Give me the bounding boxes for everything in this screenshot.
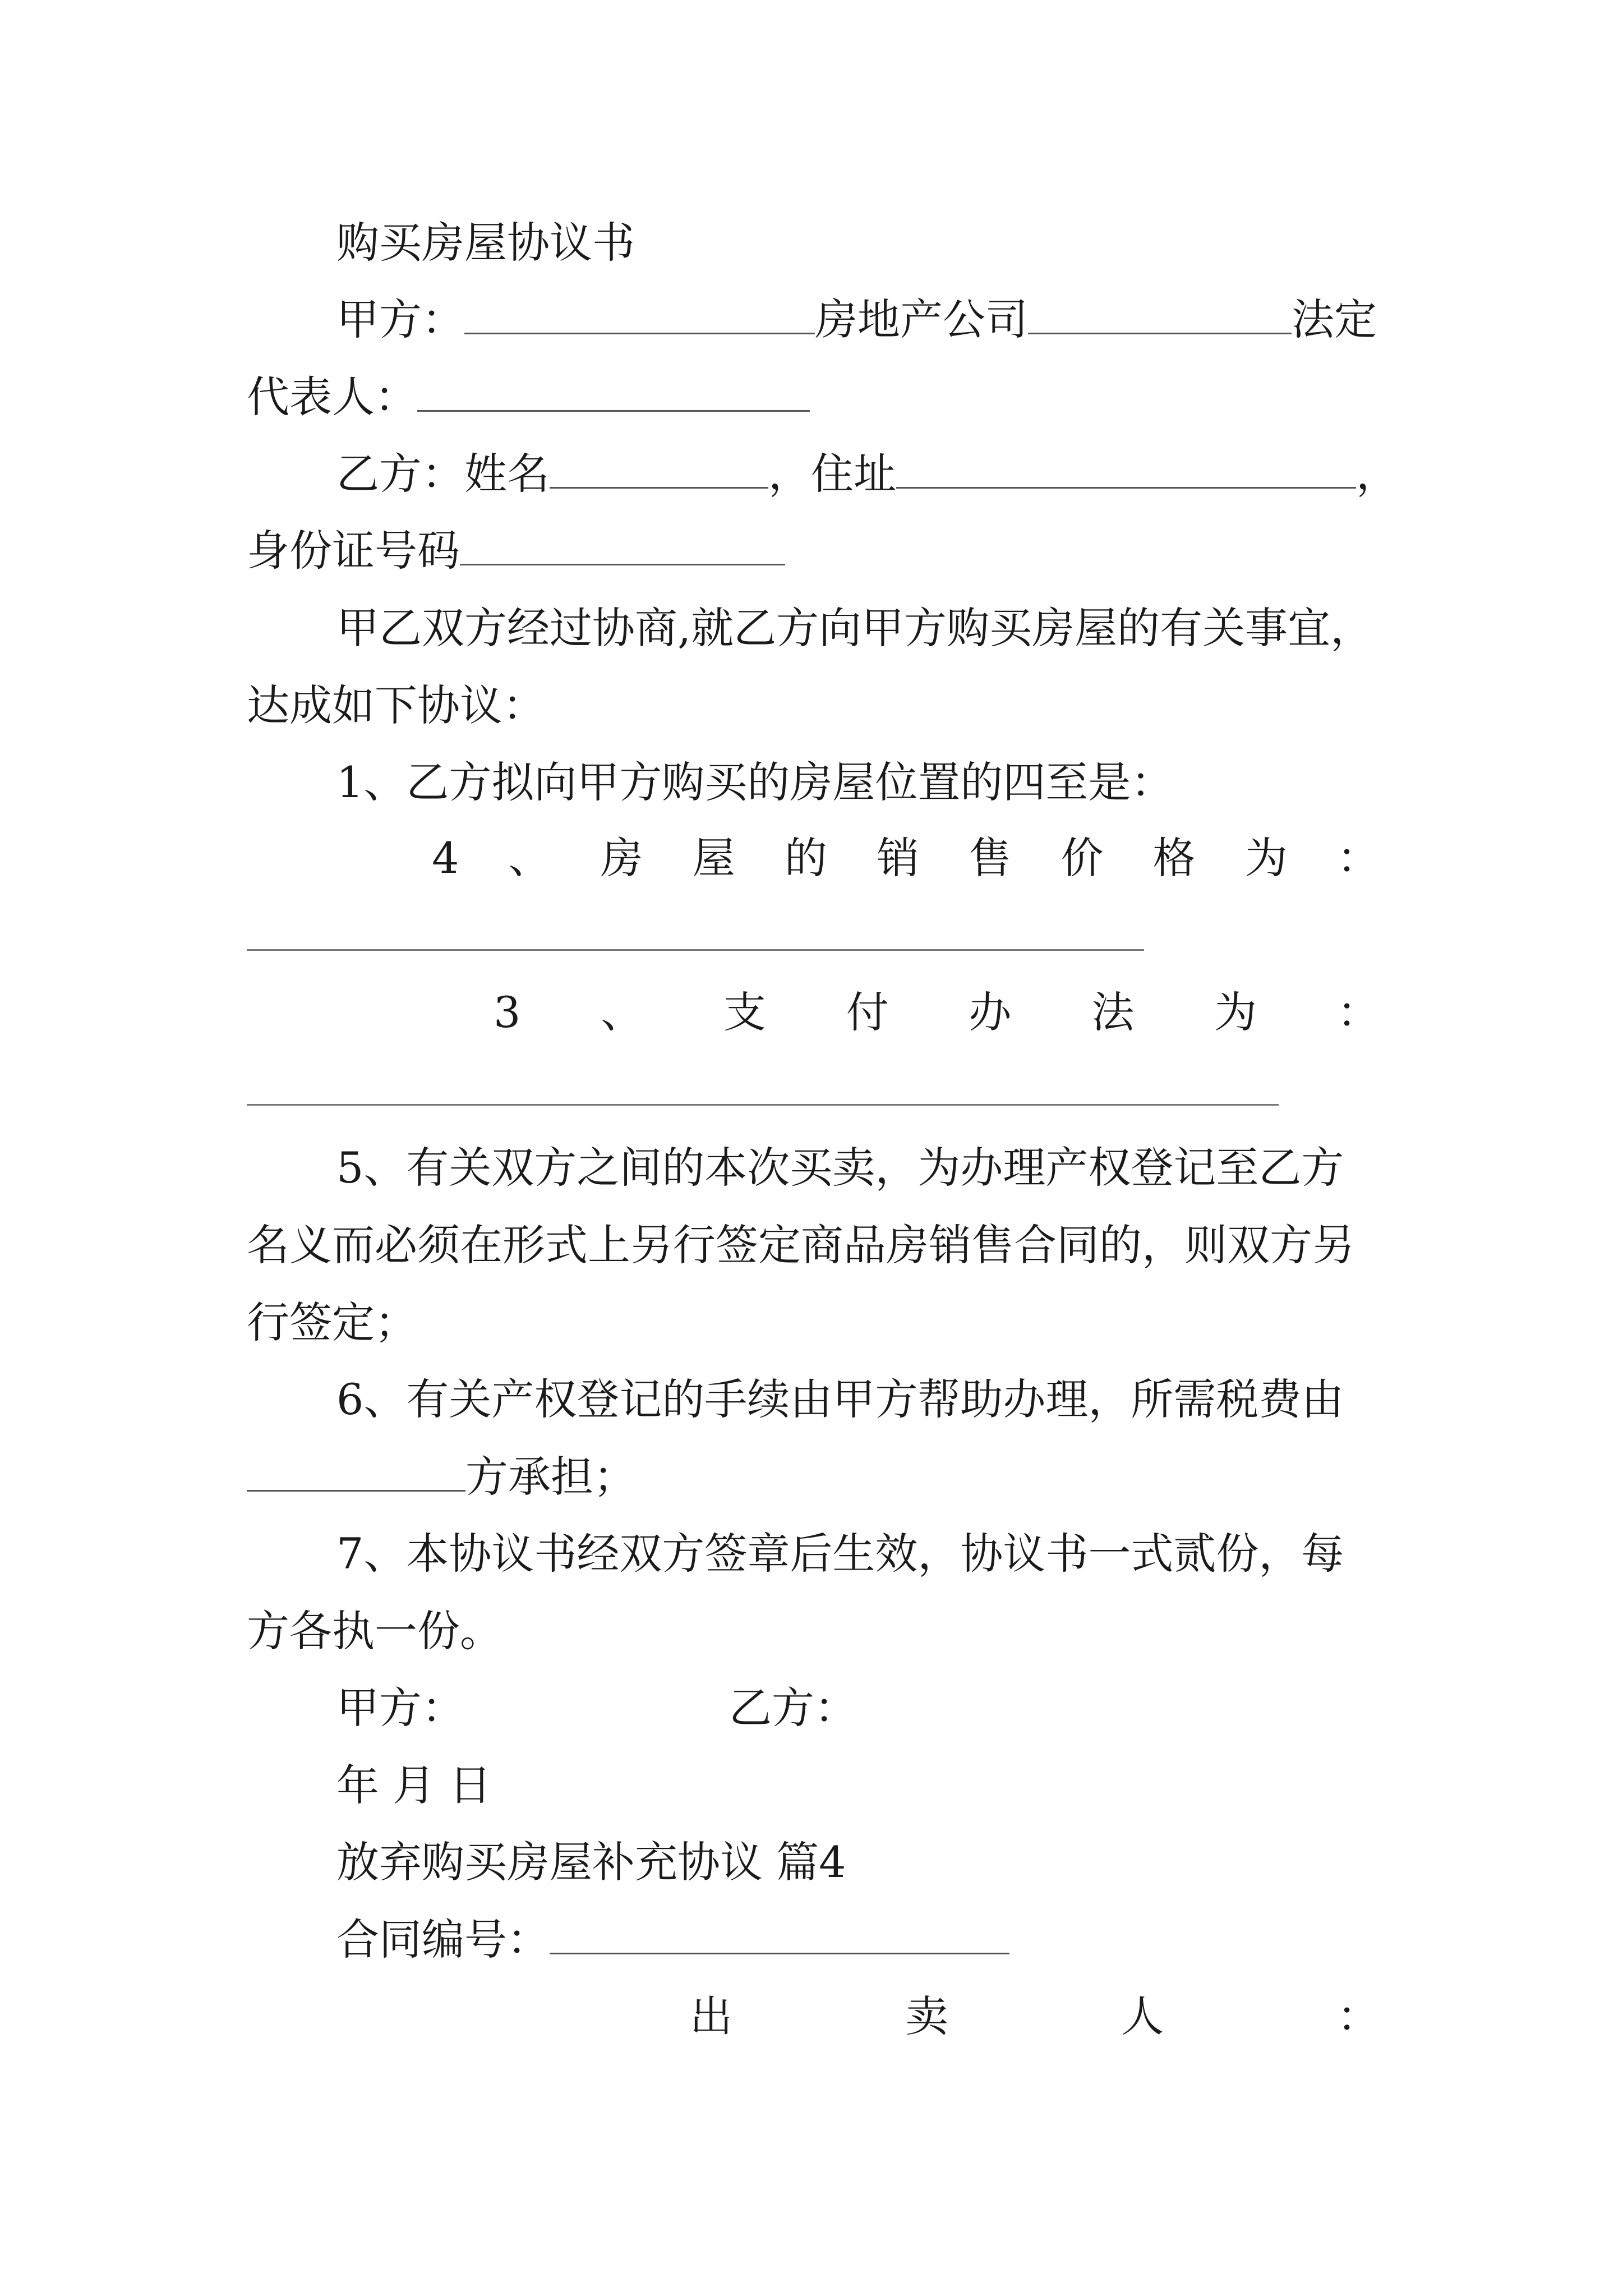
clause-4-char: 、 bbox=[508, 833, 551, 883]
clause-4-blank bbox=[247, 949, 1144, 951]
address-label: ，住址 bbox=[768, 449, 896, 499]
seller-char: ： bbox=[1336, 1991, 1380, 2041]
clause-3-char: 为 bbox=[1214, 987, 1257, 1037]
clause-4-char: 销 bbox=[877, 833, 920, 883]
clause-5-line-2: 名义而必须在形式上另行签定商品房销售合同的，则双方另 bbox=[247, 1220, 1355, 1270]
id-blank bbox=[460, 529, 785, 565]
sign-party-a: 甲方： bbox=[336, 1683, 464, 1733]
clause-4-char: 4 bbox=[432, 833, 459, 883]
section-title: 放弃购买房屋补充协议 篇4 bbox=[336, 1837, 846, 1887]
sign-date: 年 月 日 bbox=[336, 1760, 492, 1810]
seller-char: 人 bbox=[1121, 1991, 1164, 2041]
clause-4-char: 屋 bbox=[692, 833, 735, 883]
doc-title: 购买房屋协议书 bbox=[336, 218, 635, 268]
tax-payer-blank bbox=[247, 1455, 465, 1492]
legal-rep-label: 代表人： bbox=[247, 372, 417, 422]
party-a-line bbox=[336, 292, 1377, 348]
name-blank bbox=[550, 452, 768, 489]
clause-6-line-2 bbox=[247, 1449, 636, 1505]
contract-no-line bbox=[336, 1912, 1009, 1968]
id-label: 身份证号码 bbox=[247, 526, 460, 576]
company-blank bbox=[1028, 298, 1292, 334]
clause-5-line-1: 5、有关双方之间的本次买卖，为办理产权登记至乙方 bbox=[336, 1143, 1344, 1193]
clause-4-char: 房 bbox=[600, 833, 643, 883]
contract-no-label: 合同编号： bbox=[336, 1915, 550, 1964]
legal-rep-blank bbox=[417, 375, 810, 412]
intro-line-2: 达成如下协议： bbox=[247, 680, 545, 730]
party-b-line bbox=[336, 446, 1399, 502]
clause-3-char: 法 bbox=[1091, 987, 1135, 1037]
clause-7-line-1: 7、本协议书经双方签章后生效，协议书一式贰份，每 bbox=[336, 1529, 1344, 1579]
clause-4-char: 格 bbox=[1152, 833, 1196, 883]
address-blank bbox=[896, 452, 1356, 489]
clause-6-line-1: 6、有关产权登记的手续由甲方帮助办理，所需税费由 bbox=[336, 1374, 1344, 1424]
address-comma: ， bbox=[1356, 449, 1399, 499]
clause-3-char: 、 bbox=[601, 987, 644, 1037]
legal-rep-head: 法定 bbox=[1292, 295, 1377, 344]
clause-4-char: 售 bbox=[969, 833, 1012, 883]
clause-4-char: 为 bbox=[1244, 833, 1288, 883]
clause-3-char: 3 bbox=[494, 987, 521, 1037]
contract-no-blank bbox=[550, 1918, 1009, 1954]
sign-party-b: 乙方： bbox=[729, 1683, 857, 1733]
clause-4-char: ： bbox=[1336, 833, 1380, 883]
id-line bbox=[247, 523, 785, 579]
clause-3-char: ： bbox=[1336, 987, 1380, 1037]
clause-6-tail: 方承担； bbox=[465, 1452, 636, 1502]
intro-line-1: 甲乙双方经过协商,就乙方向甲方购买房屋的有关事宜， bbox=[336, 603, 1373, 653]
clause-4-char: 价 bbox=[1061, 833, 1104, 883]
party-a-label: 甲方： bbox=[336, 295, 464, 344]
clause-5-line-3: 行签定； bbox=[247, 1297, 417, 1347]
clause-1: 1、乙方拟向甲方购买的房屋位置的四至是： bbox=[336, 757, 1174, 807]
clause-3-char: 办 bbox=[969, 987, 1012, 1037]
clause-4-spread bbox=[432, 830, 1380, 886]
party-a-blank bbox=[464, 298, 815, 334]
party-b-name-label: 乙方：姓名 bbox=[336, 449, 550, 499]
clause-3-spread bbox=[494, 984, 1380, 1041]
clause-3-char: 付 bbox=[846, 987, 889, 1037]
clause-7-line-2: 方各执一份。 bbox=[247, 1606, 502, 1656]
seller-char: 卖 bbox=[905, 1991, 948, 2041]
clause-3-blank bbox=[247, 1104, 1279, 1106]
legal-rep-line bbox=[247, 369, 810, 425]
company-suffix: 房地产公司 bbox=[815, 295, 1028, 344]
clause-3-char: 支 bbox=[723, 987, 766, 1037]
clause-4-char: 的 bbox=[784, 833, 827, 883]
seller-char: 出 bbox=[690, 1991, 732, 2041]
seller-spread bbox=[690, 1989, 1380, 2045]
